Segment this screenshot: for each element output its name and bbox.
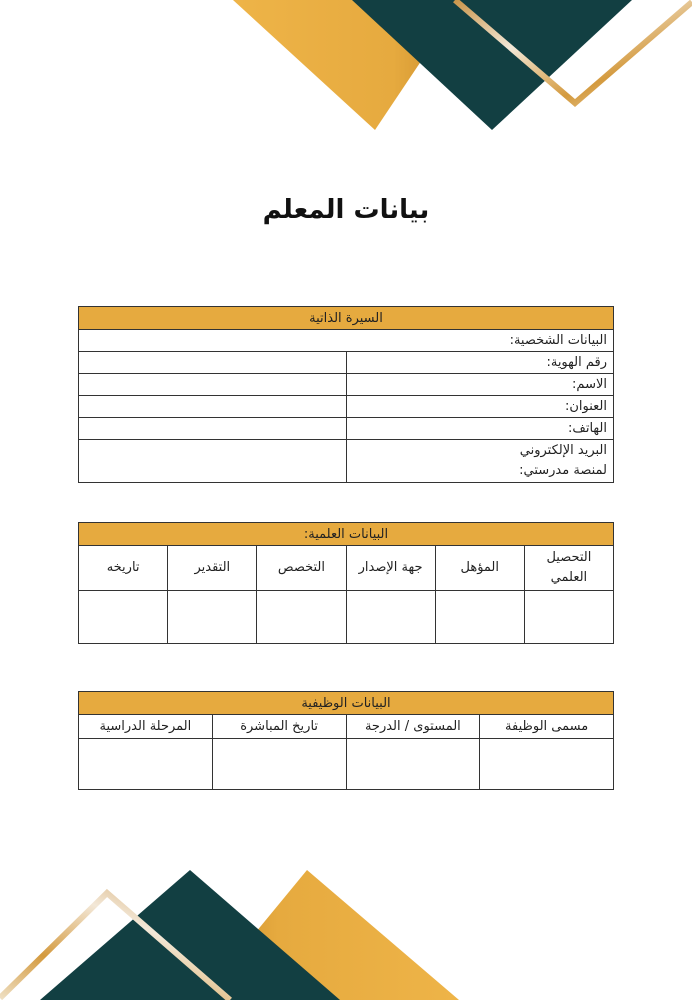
table-cell[interactable] [435, 591, 524, 644]
column-header-job-title: مسمى الوظيفة [480, 715, 614, 739]
field-row-name [79, 374, 614, 396]
field-label: رقم الهوية: [346, 352, 614, 374]
top-decoration [0, 0, 692, 140]
table-cell[interactable] [212, 739, 346, 790]
table-row [79, 739, 614, 790]
table-cell[interactable] [79, 591, 168, 644]
field-label [346, 440, 614, 483]
field-row-id [79, 352, 614, 374]
academic-header: البيانات العلمية: [79, 523, 614, 546]
field-row-address [79, 396, 614, 418]
column-header-grade: التقدير [168, 546, 257, 591]
field-row-phone [79, 418, 614, 440]
field-row-email [79, 440, 614, 483]
bottom-decoration [0, 860, 692, 1000]
table-cell[interactable] [524, 591, 613, 644]
column-header-date: تاريخه [79, 546, 168, 591]
field-label-line2: لمنصة مدرستي: [519, 463, 607, 478]
table-cell[interactable] [346, 739, 480, 790]
personal-header: السيرة الذاتية [79, 307, 614, 330]
academic-info-table [78, 522, 614, 644]
employment-info-table [78, 691, 614, 790]
table-cell[interactable] [168, 591, 257, 644]
table-row [79, 591, 614, 644]
column-header-qualification: المؤهل [435, 546, 524, 591]
page-title: بيانات المعلم [262, 195, 430, 225]
madrasati-email-field[interactable] [79, 440, 347, 483]
column-header-school-stage: المرحلة الدراسية [79, 715, 213, 739]
address-field[interactable] [79, 396, 347, 418]
column-header-start-date: تاريخ المباشرة [212, 715, 346, 739]
column-header-specialization: التخصص [257, 546, 346, 591]
table-cell[interactable] [346, 591, 435, 644]
field-label: الاسم: [346, 374, 614, 396]
personal-section-label: البيانات الشخصية: [79, 330, 614, 352]
id-number-field[interactable] [79, 352, 347, 374]
column-header-line: العلمي [550, 570, 588, 585]
field-label-line1: البريد الإلكتروني [519, 443, 607, 458]
column-header-level: المستوى / الدرجة [346, 715, 480, 739]
column-header-line: التحصيل [546, 550, 592, 565]
personal-info-table [78, 306, 614, 483]
employment-column-headers [79, 715, 614, 739]
field-label: الهاتف: [346, 418, 614, 440]
academic-column-headers [79, 546, 614, 591]
name-field[interactable] [79, 374, 347, 396]
column-header-issuer: جهة الإصدار [346, 546, 435, 591]
field-label: العنوان: [346, 396, 614, 418]
table-cell[interactable] [257, 591, 346, 644]
phone-field[interactable] [79, 418, 347, 440]
column-header-attainment [524, 546, 613, 591]
table-cell[interactable] [79, 739, 213, 790]
employment-header: البيانات الوظيفية [79, 692, 614, 715]
table-cell[interactable] [480, 739, 614, 790]
